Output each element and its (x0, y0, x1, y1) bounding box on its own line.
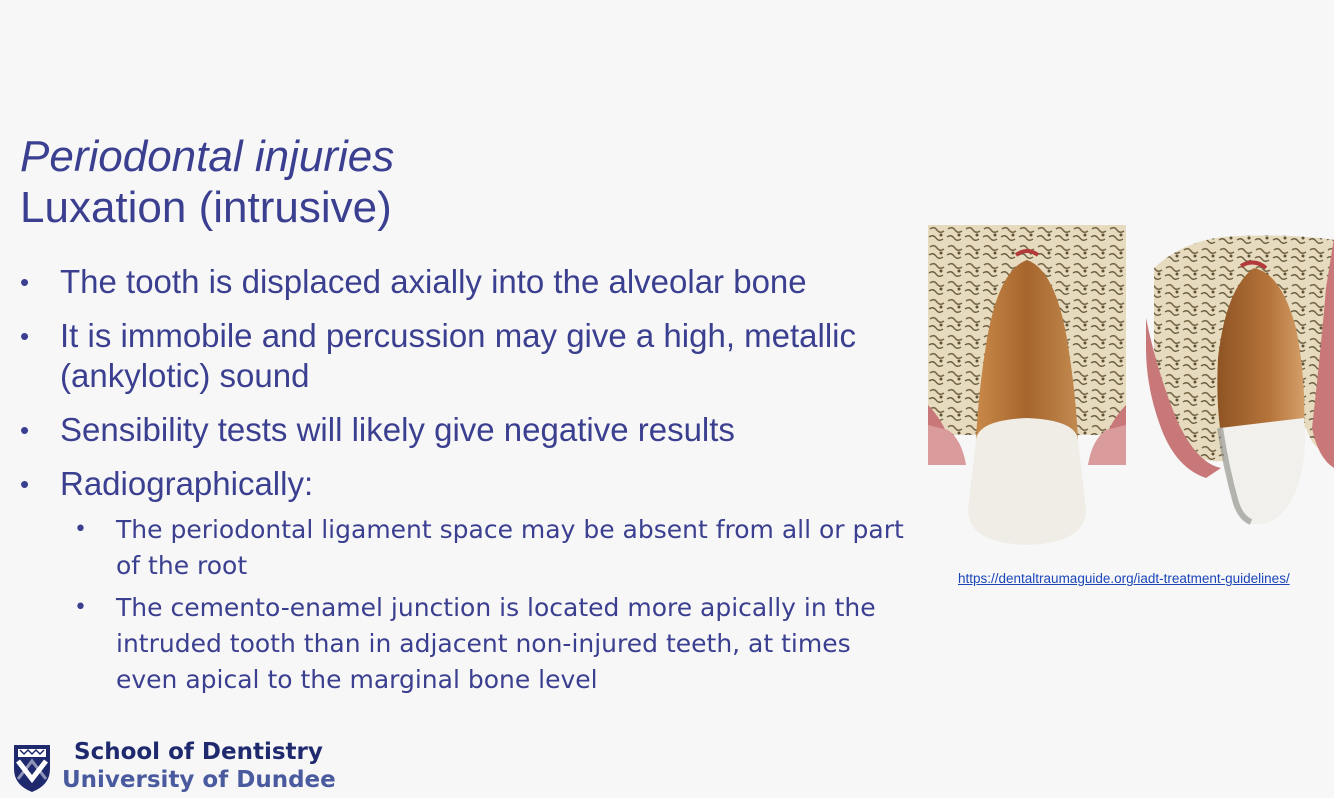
title-main: Luxation (intrusive) (20, 183, 392, 232)
tooth-frontal-illustration (928, 225, 1126, 553)
bullet-list (20, 262, 900, 506)
bullet-item: • Sensibility tests will likely give negative results (20, 410, 900, 450)
logo-school: School of Dentistry (74, 739, 323, 765)
sub-bullet-item: • The cemento-enamel junction is located more apically in the intruded tooth than in adjacent non-injured teeth, at times even apical to the marginal bone level (74, 590, 904, 698)
bullet-item: • The tooth is displaced axially into the alveolar bone (20, 262, 900, 302)
bullet-item: • It is immobile and percussion may give a high, metallic (ankylotic) sound (20, 316, 900, 396)
slide-title (20, 132, 394, 234)
university-logo (12, 739, 336, 795)
sub-bullet-list (74, 512, 904, 704)
crest-icon (12, 739, 52, 793)
title-italic: Periodontal injuries (20, 132, 395, 181)
tooth-lateral-illustration (1146, 228, 1334, 554)
sub-bullet-item: • The periodontal ligament space may be absent from all or part of the root (74, 512, 904, 584)
logo-university: University of Dundee (62, 767, 336, 793)
bullet-item: • Radiographically: (20, 464, 900, 504)
reference-link[interactable]: https://dentaltraumaguide.org/iadt-treatment-guidelines/ (958, 571, 1290, 586)
